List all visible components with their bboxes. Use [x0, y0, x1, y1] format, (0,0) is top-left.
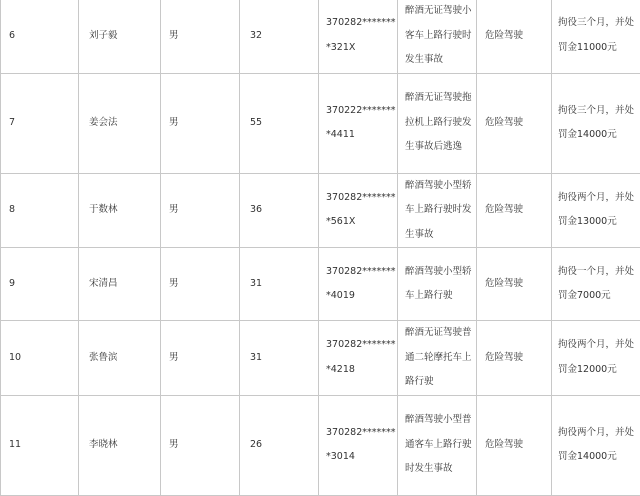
offense-description: 醉酒无证驾驶普通二轮摩托车上路行驶: [398, 321, 477, 396]
penalty: 拘役一个月，并处罚金7000元: [552, 248, 640, 321]
offense-description: 醉酒驾驶小型轿车上路行驶: [398, 248, 477, 321]
id-number: 370282********321X: [319, 0, 398, 73]
penalty: 拘役三个月，并处罚金11000元: [552, 0, 640, 73]
row-number: 6: [1, 0, 79, 73]
age: 36: [240, 173, 319, 248]
row-number: 9: [1, 248, 79, 321]
charge: 危险驾驶: [477, 73, 552, 173]
penalty: 拘役两个月，并处罚金14000元: [552, 395, 640, 495]
table-row: [1, 0, 640, 73]
offense-description: 醉酒无证驾驶拖拉机上路行驶发生事故后逃逸: [398, 73, 477, 173]
id-number: 370282********3014: [319, 395, 398, 495]
gender: 男: [161, 73, 240, 173]
gender: 男: [161, 173, 240, 248]
gender: 男: [161, 321, 240, 396]
charge: 危险驾驶: [477, 173, 552, 248]
age: 32: [240, 0, 319, 73]
age: 26: [240, 395, 319, 495]
row-number: 7: [1, 73, 79, 173]
row-number: 11: [1, 395, 79, 495]
defendant-name: 宋清昌: [79, 248, 161, 321]
age: 31: [240, 248, 319, 321]
table-row: [1, 395, 640, 495]
id-number: 370222********4411: [319, 73, 398, 173]
defendant-name: 于数林: [79, 173, 161, 248]
age: 55: [240, 73, 319, 173]
row-number: 10: [1, 321, 79, 396]
charge: 危险驾驶: [477, 395, 552, 495]
row-number: 8: [1, 173, 79, 248]
offense-description: 醉酒驾驶小型轿车上路行驶时发生事故: [398, 173, 477, 248]
offense-description: 醉酒无证驾驶小客车上路行驶时发生事故: [398, 0, 477, 73]
gender: 男: [161, 0, 240, 73]
table-row: [1, 248, 640, 321]
id-number: 370282********4218: [319, 321, 398, 396]
id-number: 370282********4019: [319, 248, 398, 321]
table-row: [1, 73, 640, 173]
gender: 男: [161, 395, 240, 495]
table-row: [1, 173, 640, 248]
offense-description: 醉酒驾驶小型普通客车上路行驶时发生事故: [398, 395, 477, 495]
penalty: 拘役三个月，并处罚金14000元: [552, 73, 640, 173]
defendant-name: 李晓林: [79, 395, 161, 495]
defendant-name: 姜会法: [79, 73, 161, 173]
age: 31: [240, 321, 319, 396]
table-row: [1, 321, 640, 396]
penalty: 拘役两个月，并处罚金12000元: [552, 321, 640, 396]
charge: 危险驾驶: [477, 248, 552, 321]
defendant-name: 刘子毅: [79, 0, 161, 73]
id-number: 370282********561X: [319, 173, 398, 248]
charge: 危险驾驶: [477, 321, 552, 396]
defendant-name: 张鲁滨: [79, 321, 161, 396]
gender: 男: [161, 248, 240, 321]
penalty: 拘役两个月，并处罚金13000元: [552, 173, 640, 248]
charge: 危险驾驶: [477, 0, 552, 73]
